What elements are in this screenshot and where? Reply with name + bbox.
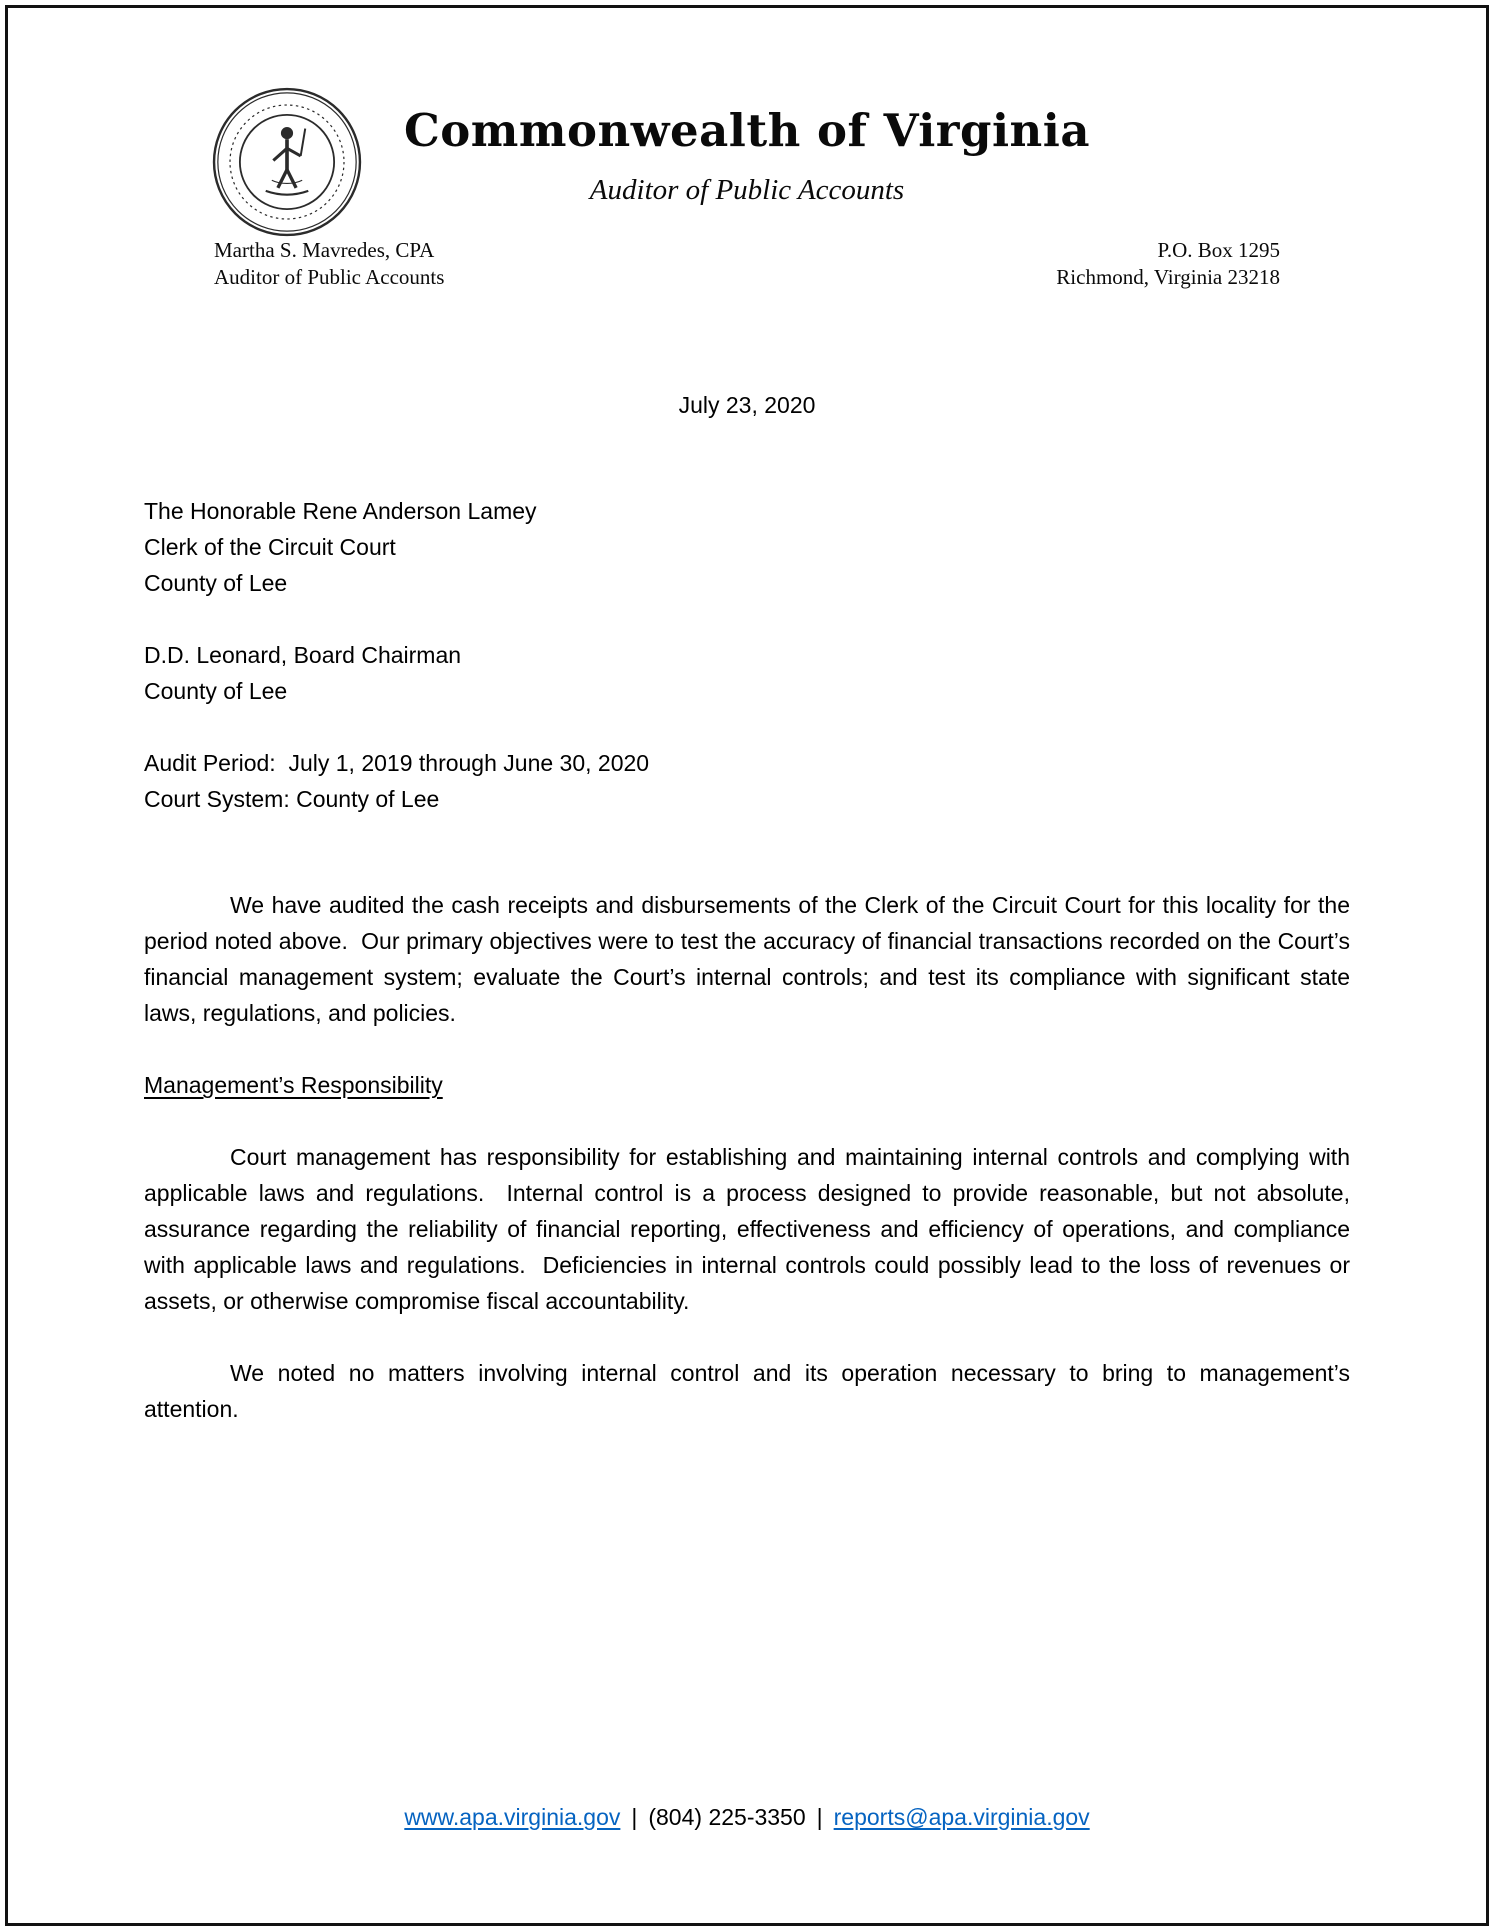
letter-page bbox=[5, 5, 1489, 1926]
footer-phone: (804) 225-3350 bbox=[648, 1804, 806, 1830]
recipient-block-2 bbox=[144, 637, 1350, 709]
auditor-name: Martha S. Mavredes, CPA bbox=[214, 238, 435, 262]
paragraph-no-matters-noted: We noted no matters involving internal control and its operation necessary to bring to management’s attention. bbox=[144, 1360, 1357, 1422]
auditor-title: Auditor of Public Accounts bbox=[214, 265, 445, 289]
letterhead-contact-row bbox=[214, 237, 1280, 291]
recipient-title: Clerk of the Circuit Court bbox=[144, 534, 396, 560]
recipient-locality: County of Lee bbox=[144, 678, 288, 704]
letter-date: July 23, 2020 bbox=[678, 392, 816, 418]
letterhead bbox=[8, 8, 1486, 291]
letterhead-subtitle: Auditor of Public Accounts bbox=[589, 174, 905, 206]
recipient-name: D.D. Leonard, Board Chairman bbox=[144, 642, 462, 668]
letter-body bbox=[144, 387, 1357, 1427]
section-heading-managements-responsibility: Management’s Responsibility bbox=[144, 1072, 443, 1098]
audit-period-line: Audit Period: July 1, 2019 through June 30, 2020 bbox=[144, 750, 650, 776]
footer-separator: | bbox=[631, 1804, 638, 1830]
city-state-zip: Richmond, Virginia 23218 bbox=[1056, 265, 1280, 289]
letterhead-title: Commonwealth of Virginia bbox=[403, 104, 1091, 157]
footer-email-link[interactable]: reports@apa.virginia.gov bbox=[833, 1804, 1090, 1830]
footer-separator: | bbox=[816, 1804, 823, 1830]
paragraph-management-responsibility: Court management has responsibility for establishing and maintaining internal controls and complying with applicable laws and regulations. Internal control is a process designed to provide reasonable, but not absolute, assurance regarding the reliability of financial reporting, effectiveness and efficiency of operations, and compliance with applicable laws and regulations. Deficiencies in internal controls could possibly lead to the loss of revenues or assets, or otherwise compromise fiscal accountability. bbox=[144, 1144, 1357, 1314]
paragraph-audit-scope: We have audited the cash receipts and disbursements of the Clerk of the Circuit Court for this locality for the period noted above. Our primary objectives were to test the accuracy of financial transactions recorded on the Court’s financial management system; evaluate the Court’s internal controls; and test its compliance with significant state laws, regulations, and policies. bbox=[144, 892, 1357, 1026]
recipient-name: The Honorable Rene Anderson Lamey bbox=[144, 498, 537, 524]
court-system-line: Court System: County of Lee bbox=[144, 786, 440, 812]
office-address bbox=[1056, 237, 1280, 291]
letter-footer bbox=[8, 1804, 1486, 1831]
auditor-identity bbox=[214, 237, 444, 291]
footer-website-link[interactable]: www.apa.virginia.gov bbox=[404, 1804, 621, 1830]
po-box: P.O. Box 1295 bbox=[1157, 238, 1280, 262]
audit-info-block bbox=[144, 745, 1350, 817]
recipient-block-1 bbox=[144, 493, 1350, 601]
recipient-locality: County of Lee bbox=[144, 570, 288, 596]
virginia-state-seal-icon bbox=[211, 86, 363, 238]
